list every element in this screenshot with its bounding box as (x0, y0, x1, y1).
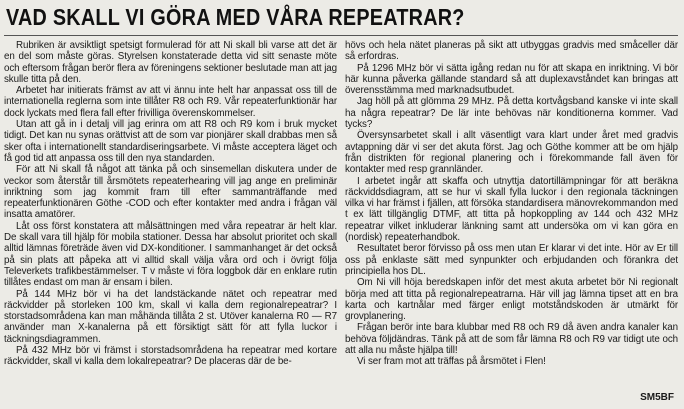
paragraph: På 1296 MHz bör vi sätta igång redan nu för att skapa en inriktning. Vi bör här kunna påverka gällande standard så att duplexavståndet kan bringas att överensstämma med marknadsutbudet. (345, 62, 678, 97)
paragraph: Rubriken är avsiktligt spetsigt formulerad för att Ni skall bli varse att det är en del som måste göras. Styrelsen konstaterade detta vid sitt senaste möte och eftersom frågan berör flera av föreningens sektioner beslutade man att jag skulle titta på den. (4, 40, 337, 85)
article-title: VAD SKALL VI GÖRA MED VÅRA REPEATRAR? (6, 4, 465, 30)
paragraph: I arbetet ingår att skaffa och utnyttja datortillämpningar för att beräkna räckviddsdiagram, att se hur vi skall fylla luckor i den regionala täckningen vilka vi har främst i fjällen, att försöka standardisera mänovrekommandon med t ex lätt tillgänglig DTMF, att titta på hopkoppling av 144 och 432 MHz repeatrar vilket inkluderar länkning samt att undersöka om vi kan göra en (nordisk) repeaterhandbok. (345, 175, 678, 244)
left-column (4, 40, 337, 368)
paragraph: Arbetet har initierats främst av att vi ännu inte helt har anpassat oss till de internationella reglerna som inte tillåter R8 och R9. Vår repeaterfunktionär har dock lyckats med flera fall efter frivilliga överenskommelser. (4, 85, 337, 119)
paragraph: Låt oss först konstatera att målsättningen med våra repeatrar är helt klar. De skall vara till hjälp för mobila stationer. Dessa har absolut prioritet och skall alltid lämnas företräde även vid DX-konditioner. I sammanhanget är det också på sin plats att påpeka att vi alltid skall välja våra ord och i övrigt följa Televerkets trafikbestämmelser. T v måste vi föra loggbok där en enklare rutin tillåtes endast om man är ensam i bilen. (4, 220, 337, 289)
title-divider (4, 35, 678, 36)
paragraph: Om Ni vill höja beredskapen inför det mest akuta arbetet bör Ni regionalt börja med att titta på regionalrepeatrarna. Här vill jag lämna tipset att en bra karta och kartnålar med färger enligt motståndskoden är utmärkt för grovplanering. (345, 277, 678, 323)
paragraph: På 144 MHz bör vi ha det landstäckande nätet och repeatrar med räckvidder på storleken 100 km, skall vi kalla dem regionalrepeatrar? I storstadsområdena kan man måhända tillåta 2 st. Utöver kanalerna R0 — R7 använder man X-kanalerna på ett försiktigt sätt för att fylla luckor i täckningsdiagrammen. (4, 288, 337, 345)
paragraph: Jag höll på att glömma 29 MHz. På detta kortvågsband kanske vi inte skall ha några repeatrar? De lär inte behövas när konditionerna kommer. Vad tycks? (345, 96, 678, 131)
paragraph: Utan att gå in i detalj vill jag erinra om att R8 och R9 kom i bruk mycket tidigt. Det kan nu synas orättvist att de som var pionjärer skall drabbas men så sker ofta i internationellt standardiseringsarbete. Vi måste acceptera läget och få god tid att anpassa oss till den nya standarden. (4, 119, 337, 164)
paragraph: För att Ni skall få något att tänka på och sinsemellan diskutera under de veckor som återstår till årsmötets repeaterhearing vill jag ange en preliminär inriktning som jag kommit fram till efter sammanträffande med repeaterfunktionären Göthe -COD och efter kontakter med andra i frågan väl insatta amatörer. (4, 164, 337, 221)
paragraph: Resultatet beror förvisso på oss men utan Er klarar vi det inte. Hör av Er till oss på enklaste sätt med synpunkter och erbjudanden och förankra det principiella hos DL. (345, 243, 678, 277)
paragraph: Frågan berör inte bara klubbar med R8 och R9 då även andra kanaler kan behöva följdändras. Tänk på att de som får lämna R8 och R9 var tidigt ute och att alla nu måste hjälpa till! (345, 322, 678, 357)
paragraph-continued: hövs och hela nätet planeras på sikt att utbyggas gradvis med småceller där så erfordras. (345, 40, 678, 63)
paragraph: Vi ser fram mot att träffas på årsmötet i Flen! (357, 356, 546, 368)
paragraph: På 432 MHz bör vi främst i storstadsområdena ha repeatrar med kortare räckvidder, skall vi kalla dem lokalrepeatrar? De placeras där de be- (4, 345, 337, 368)
author-signature: SM5BF (640, 392, 674, 403)
right-column (345, 40, 678, 368)
paragraph: Översynsarbetet skall i allt väsentligt vara klart under året med gradvis avtappning där vi ser det akuta först. Jag och Göthe kommer att be om hjälp från distrikten för regional planering och i förekommande fall även för kontakter med resp grannländer. (345, 130, 678, 176)
